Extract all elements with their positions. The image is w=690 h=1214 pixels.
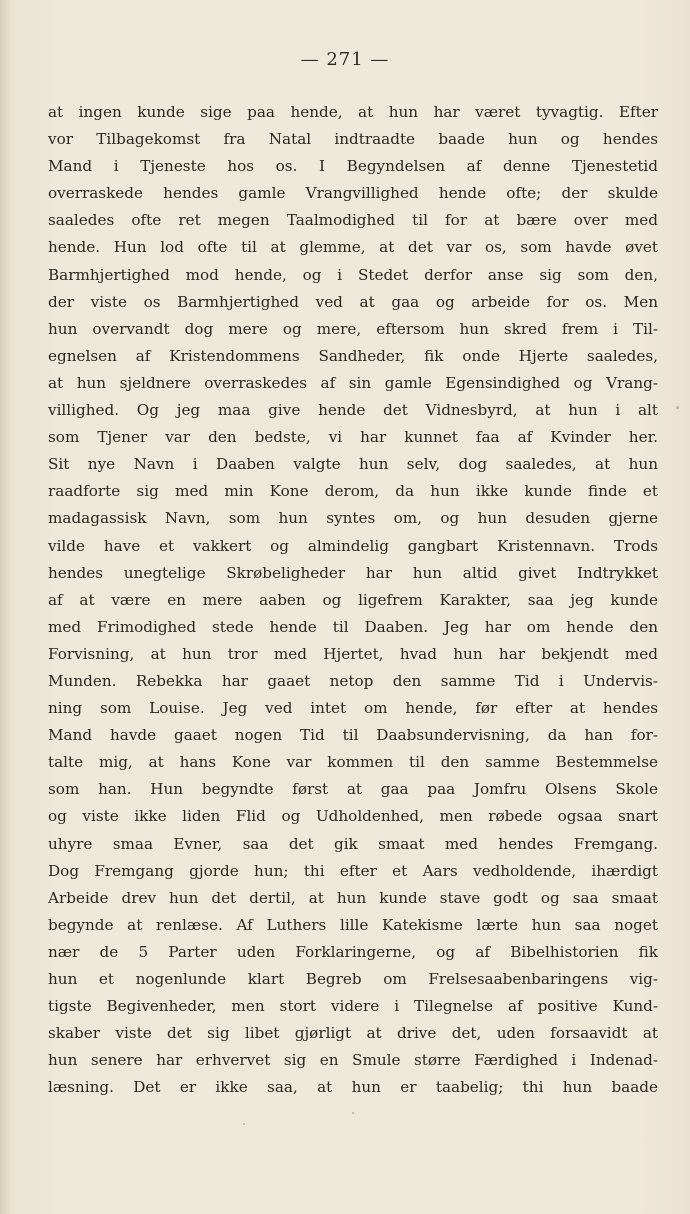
text-line: af at være en mere aaben og ligefrem Karakter, saa jeg kunde	[48, 590, 658, 609]
text-line: og viste ikke liden Flid og Udholdenhed, men røbede ogsaa snart	[48, 807, 658, 826]
paper-speck	[243, 1123, 245, 1125]
text-line: uhyre smaa Evner, saa det gik smaat med hendes Fremgang.	[48, 834, 658, 853]
text-line: tigste Begivenheder, men stort videre i Tilegnelse af positive Kund-	[48, 997, 658, 1016]
text-line: talte mig, at hans Kone var kommen til den samme Bestemmelse	[48, 753, 658, 772]
paper-speck	[676, 406, 679, 409]
text-line: vor Tilbagekomst fra Natal indtraadte baade hun og hendes	[48, 130, 658, 149]
text-line: skaber viste det sig libet gjørligt at drive det, uden forsaavidt at	[48, 1024, 658, 1043]
text-line: som Tjener var den bedste, vi har kunnet faa af Kvinder her.	[48, 428, 658, 447]
text-line: egnelsen af Kristendommens Sandheder, fik onde Hjerte saaledes,	[48, 346, 658, 365]
text-line: madagassisk Navn, som hun syntes om, og hun desuden gjerne	[48, 509, 658, 528]
text-line: Mand havde gaaet nogen Tid til Daabsundervisning, da han for-	[48, 726, 658, 745]
text-line: vilde have et vakkert og almindelig gangbart Kristennavn. Trods	[48, 536, 658, 555]
text-line: Mand i Tjeneste hos os. I Begyndelsen af denne Tjenestetid	[48, 157, 658, 176]
text-line: Arbeide drev hun det dertil, at hun kunde stave godt og saa smaat	[48, 888, 658, 907]
text-line: Dog Fremgang gjorde hun; thi efter et Aars vedholdende, ihærdigt	[48, 861, 658, 880]
paper-speck	[352, 1112, 354, 1114]
text-line: nær de 5 Parter uden Forklaringerne, og af Bibelhistorien fik	[48, 942, 658, 961]
text-line: hun et nogenlunde klart Begreb om Frelsesaabenbaringens vig-	[48, 970, 658, 988]
text-line: med Frimodighed stede hende til Daaben. Jeg har om hende den	[48, 617, 658, 636]
text-line: raadforte sig med min Kone derom, da hun ikke kunde finde et	[48, 482, 658, 501]
text-line: villighed. Og jeg maa give hende det Vidnesbyrd, at hun i alt	[48, 401, 658, 420]
text-line: hendes unegtelige Skrøbeligheder har hun altid givet Indtrykket	[48, 563, 658, 582]
text-line: læsning. Det er ikke saa, at hun er taabelig; thi hun baade	[48, 1078, 658, 1097]
text-line: der viste os Barmhjertighed ved at gaa og arbeide for os. Men	[48, 292, 658, 311]
text-line: begynde at renlæse. Af Luthers lille Katekisme lærte hun saa noget	[48, 915, 658, 934]
text-line: hun senere har erhvervet sig en Smule større Færdighed i Indenad-	[48, 1051, 658, 1070]
body-text	[48, 99, 658, 1101]
text-line: Munden. Rebekka har gaaet netop den samme Tid i Undervis-	[48, 671, 658, 690]
text-line: Sit nye Navn i Daaben valgte hun selv, dog saaledes, at hun	[48, 455, 658, 474]
text-line: ning som Louise. Jeg ved intet om hende, før efter at hendes	[48, 699, 658, 718]
text-line: at ingen kunde sige paa hende, at hun har været tyvagtig. Efter	[48, 103, 658, 121]
text-line: hende. Hun lod ofte til at glemme, at det var os, som havde øvet	[48, 238, 658, 257]
text-line: saaledes ofte ret megen Taalmodighed til for at bære over med	[48, 211, 658, 230]
page-number: — 271 —	[300, 49, 390, 70]
text-line: som han. Hun begyndte først at gaa paa Jomfru Olsens Skole	[48, 780, 658, 799]
text-line: Forvisning, at hun tror med Hjertet, hvad hun har bekjendt med	[48, 644, 658, 663]
text-line: hun overvandt dog mere og mere, eftersom hun skred frem i Til-	[48, 319, 658, 338]
text-line: Barmhjertighed mod hende, og i Stedet derfor anse sig som den,	[48, 265, 658, 284]
page-edge	[0, 0, 10, 1214]
text-line: at hun sjeldnere overraskedes af sin gamle Egensindighed og Vrang-	[48, 373, 658, 392]
text-line: overraskede hendes gamle Vrangvillighed hende ofte; der skulde	[48, 184, 658, 203]
